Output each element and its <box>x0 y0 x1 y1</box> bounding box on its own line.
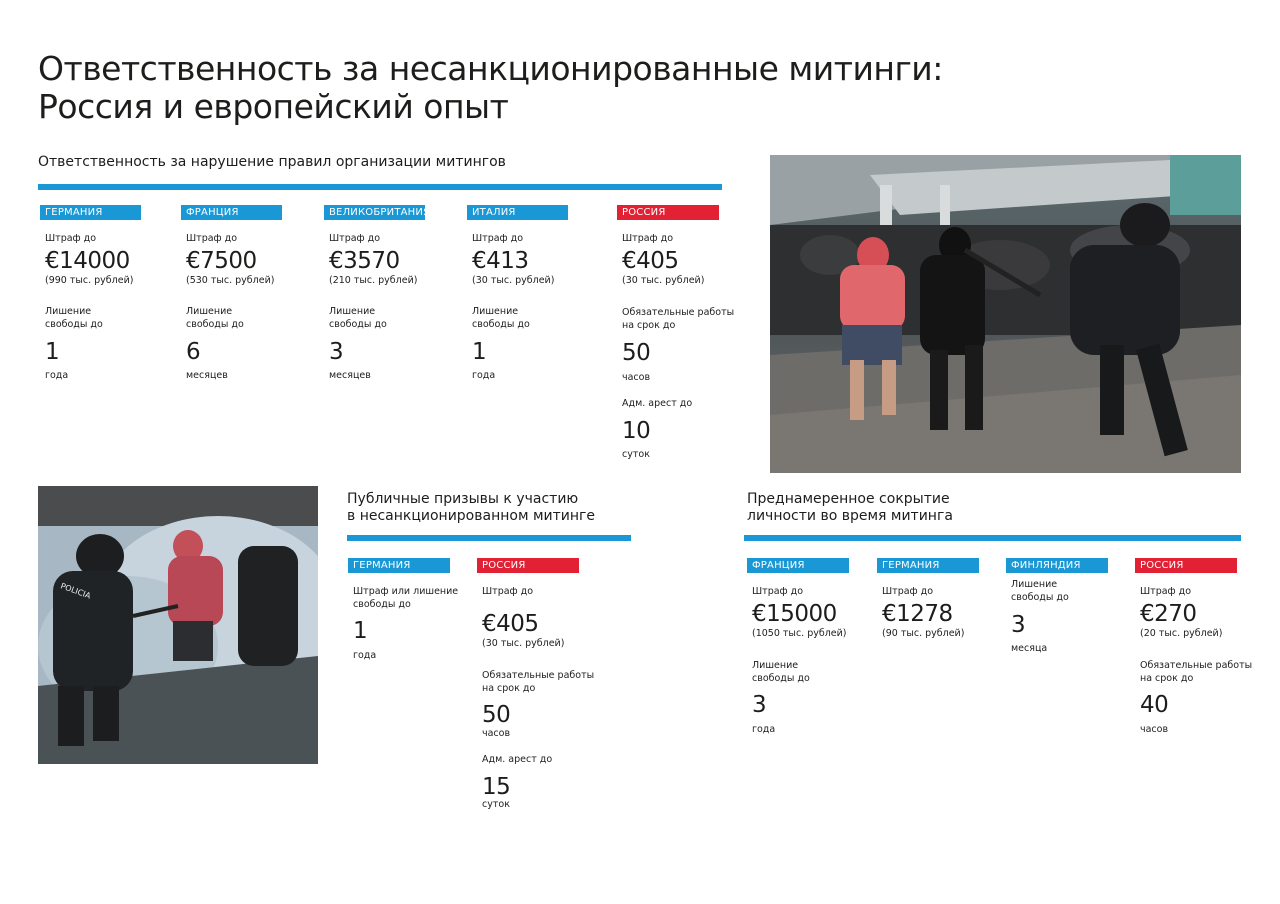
penalty-unit: месяцев <box>186 370 228 381</box>
section-rule <box>744 535 1241 541</box>
tag-france: ФРАНЦИЯ <box>181 205 282 220</box>
penalty-label: Лишение свободы до <box>752 660 810 684</box>
penalty-value: 50 <box>622 340 651 366</box>
tag-italy: ИТАЛИЯ <box>467 205 568 220</box>
arrest-unit: суток <box>622 449 650 460</box>
section-heading-concealment: Преднамеренное сокрытие личности во время митинга <box>747 491 953 524</box>
police-text: POLICIA <box>59 581 92 601</box>
section-heading-organization: Ответственность за нарушение правил организации митингов <box>38 154 506 170</box>
work-value: 50 <box>482 702 511 728</box>
tag-uk: ВЕЛИКОБРИТАНИЯ <box>324 205 425 220</box>
tag-germany: ГЕРМАНИЯ <box>40 205 141 220</box>
fine-value: €7500 <box>186 248 257 274</box>
penalty-unit: месяцев <box>329 370 371 381</box>
tag-germany: ГЕРМАНИЯ <box>877 558 979 573</box>
fine-value: €1278 <box>882 601 953 627</box>
fine-rub: (990 тыс. рублей) <box>45 275 134 286</box>
fine-label: Штраф до <box>472 233 524 244</box>
fine-value: €3570 <box>329 248 400 274</box>
tag-france: ФРАНЦИЯ <box>747 558 849 573</box>
fine-rub: (30 тыс. рублей) <box>482 638 565 649</box>
arrest-value: 10 <box>622 418 651 444</box>
arrest-label: Адм. арест до <box>482 754 553 765</box>
penalty-label: Лишение свободы до <box>186 306 244 330</box>
fine-label: Штраф до <box>882 586 934 597</box>
fine-value: €413 <box>472 248 529 274</box>
fine-rub: (210 тыс. рублей) <box>329 275 418 286</box>
fine-label: Штраф до <box>622 233 674 244</box>
work-unit: часов <box>1140 724 1169 735</box>
fine-value: €15000 <box>752 601 837 627</box>
penalty-value: 1 <box>472 339 487 365</box>
fine-label: Штраф до <box>45 233 97 244</box>
fine-rub: (530 тыс. рублей) <box>186 275 275 286</box>
tag-russia: РОССИЯ <box>1135 558 1237 573</box>
page-title-line-1: Ответственность за несанкционированные митинги: <box>38 49 943 88</box>
section-heading-public-calls: Публичные призывы к участию в несанкционированном митинге <box>347 491 596 524</box>
penalty-value: 6 <box>186 339 201 365</box>
arrest-value: 15 <box>482 774 511 800</box>
fine-value: €14000 <box>45 248 130 274</box>
section-rule <box>347 535 631 541</box>
tag-russia: РОССИЯ <box>617 205 719 220</box>
tag-finland: ФИНЛЯНДИЯ <box>1006 558 1108 573</box>
penalty-label: Лишение свободы до <box>45 306 103 330</box>
work-value: 40 <box>1140 692 1169 718</box>
fine-label: Штраф до <box>482 586 534 597</box>
fine-label: Штраф до <box>186 233 238 244</box>
fine-rub: (20 тыс. рублей) <box>1140 628 1223 639</box>
penalty-value: 3 <box>1011 612 1026 638</box>
penalty-label: Обязательные работы на срок до <box>622 307 735 331</box>
fine-label: Штраф до <box>329 233 381 244</box>
penalty-unit: года <box>45 370 69 381</box>
photo-police-smoke <box>38 486 318 764</box>
fine-value: €270 <box>1140 601 1197 627</box>
penalty-value: 1 <box>353 618 368 644</box>
work-unit: часов <box>482 728 511 739</box>
page-title-line-2: Россия и европейский опыт <box>38 87 509 126</box>
work-label: Обязательные работы на срок до <box>1140 660 1253 684</box>
penalty-label: Лишение свободы до <box>329 306 387 330</box>
penalty-unit: года <box>752 724 776 735</box>
section-rule <box>38 184 722 190</box>
fine-rub: (1050 тыс. рублей) <box>752 628 847 639</box>
penalty-value: 3 <box>752 692 767 718</box>
penalty-value: 3 <box>329 339 344 365</box>
arrest-label: Адм. арест до <box>622 398 693 409</box>
work-label: Обязательные работы на срок до <box>482 670 595 694</box>
arrest-unit: суток <box>482 799 510 810</box>
photo-police-clash-street <box>770 155 1241 473</box>
penalty-value: 1 <box>45 339 60 365</box>
penalty-unit: года <box>472 370 496 381</box>
fine-value: €405 <box>622 248 679 274</box>
penalty-label: Лишение свободы до <box>1011 579 1069 603</box>
penalty-unit: месяца <box>1011 643 1048 654</box>
penalty-unit: года <box>353 650 377 661</box>
fine-rub: (30 тыс. рублей) <box>472 275 555 286</box>
page-title <box>38 49 943 126</box>
tag-germany: ГЕРМАНИЯ <box>348 558 450 573</box>
fine-label: Штраф до <box>1140 586 1192 597</box>
penalty-label: Лишение свободы до <box>472 306 530 330</box>
tag-russia: РОССИЯ <box>477 558 579 573</box>
penalty-label: Штраф или лишение свободы до <box>353 586 459 610</box>
fine-rub: (30 тыс. рублей) <box>622 275 705 286</box>
fine-label: Штраф до <box>752 586 804 597</box>
fine-rub: (90 тыс. рублей) <box>882 628 965 639</box>
penalty-unit: часов <box>622 372 651 383</box>
fine-value: €405 <box>482 611 539 637</box>
